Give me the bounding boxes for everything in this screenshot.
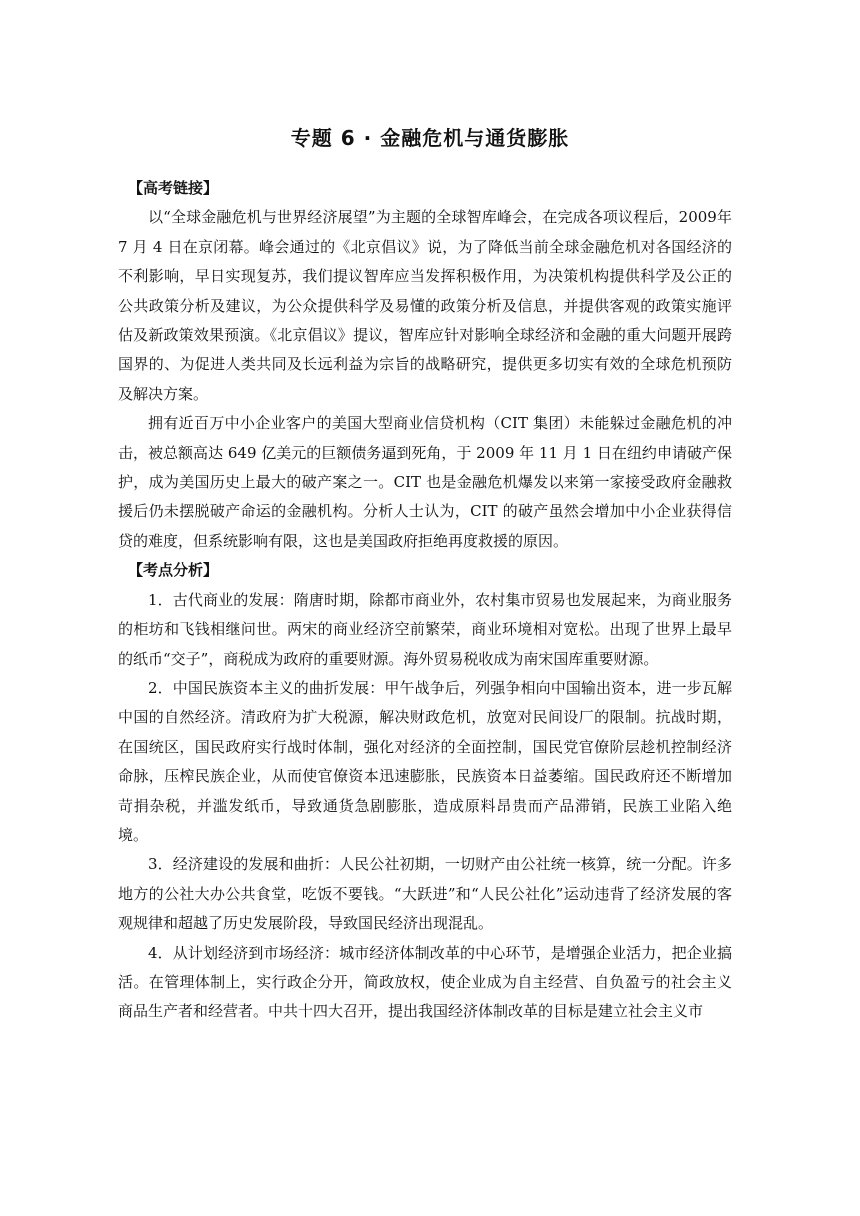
section-heading-analysis: 【考点分析】: [128, 561, 219, 580]
document-body: [118, 174, 732, 1027]
paragraph: 拥有近百万中小企业客户的美国大型商业信贷机构（CIT 集团）未能躲过金融危机的冲击，被总额高达 649 亿美元的巨额债务逼到死角，于 2009 年 11 月 1 日在纽约申请破产保护，成为美国历史上最大的破产案之一。CIT 也是金融危机爆发以来第一家接受政府金融救援后仍未摆脱破产命运的金融机构。分析人士认为，CIT 的破产虽然会增加中小企业获得信贷的难度，但系统影响有限，这也是美国政府拒绝再度救援的原因。: [118, 414, 732, 550]
page-title: 专题 6 · 金融危机与通货膨胀: [290, 126, 570, 150]
paragraph: 3．经济建设的发展和曲折：人民公社初期，一切财产由公社统一核算，统一分配。许多地方的公社大办公共食堂，吃饭不要钱。“大跃进”和“人民公社化”运动违背了经济发展的客观规律和超越了历史发展阶段，导致国民经济出现混乱。: [118, 855, 732, 933]
paragraph: 以“全球金融危机与世界经济展望”为主题的全球智库峰会，在完成各项议程后，2009年 7 月 4 日在京闭幕。峰会通过的《北京倡议》说，为了降低当前全球金融危机对各国经济的不利影响，早日实现复苏，我们提议智库应当发挥积极作用，为决策机构提供科学及公正的公共政策分析及建议，为公众提供科学及易懂的政策分析及信息，并提供客观的政策实施评估及新政策效果预演。《北京倡议》提议，智库应针对影响全球经济和金融的重大问题开展跨国界的、为促进人类共同及长远利益为宗旨的战略研究，提供更多切实有效的全球危机预防及解决方案。: [118, 208, 732, 403]
section-heading-gaokao-link: 【高考链接】: [128, 179, 219, 197]
paragraph: 2．中国民族资本主义的曲折发展：甲午战争后，列强争相向中国输出资本，进一步瓦解中国的自然经济。清政府为扩大税源，解决财政危机，放宽对民间设厂的限制。抗战时期，在国统区，国民政府实行战时体制，强化对经济的全面控制，国民党官僚阶层趁机控制经济命脉，压榨民族企业，从而使官僚资本迅速膨胀，民族资本日益萎缩。国民政府还不断增加苛捐杂税，并滥发纸币，导致通货急剧膨胀，造成原料昂贵而产品滞销，民族工业陷入绝境。: [118, 678, 732, 844]
paragraph: 4．从计划经济到市场经济：城市经济体制改革的中心环节，是增强企业活力，把企业搞活。在管理体制上，实行政企分开，简政放权，使企业成为自主经营、自负盈亏的社会主义商品生产者和经营者。中共十四大召开，提出我国经济体制改革的目标是建立社会主义市: [118, 943, 732, 1021]
paragraph: 1．古代商业的发展：隋唐时期，除都市商业外，农村集市贸易也发展起来，为商业服务的柜坊和飞钱相继问世。两宋的商业经济空前繁荣，商业环境相对宽松。出现了世界上最早的纸币“交子”，商税成为政府的重要财源。海外贸易税收成为南宋国库重要财源。: [118, 590, 732, 668]
